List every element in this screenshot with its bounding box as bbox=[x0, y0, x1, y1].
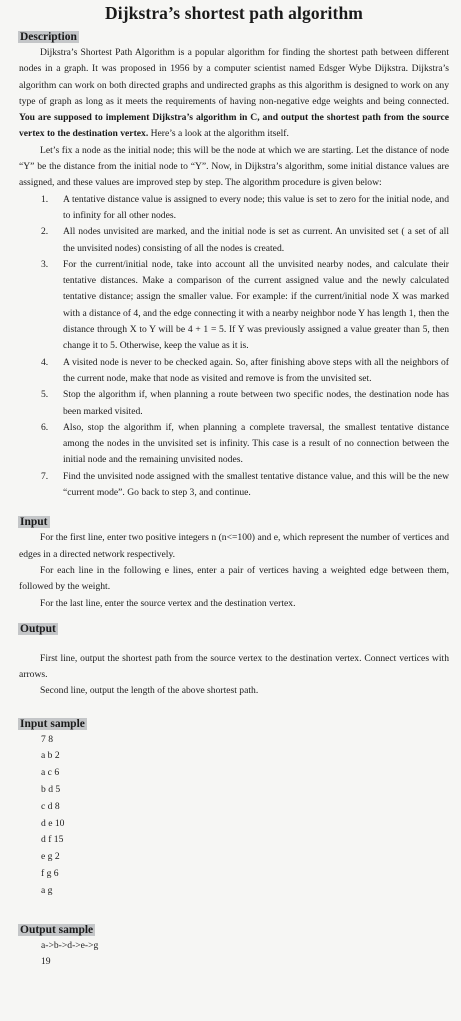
sample-line: a->b->d->e->g bbox=[41, 939, 99, 951]
output-sample-block bbox=[19, 938, 449, 972]
algorithm-step bbox=[19, 257, 449, 355]
page-title: Dijkstra’s shortest path algorithm bbox=[105, 3, 363, 23]
output-sample-heading: Output sample bbox=[20, 923, 94, 936]
sample-line: f g 6 bbox=[41, 868, 59, 880]
sample-line: a g bbox=[41, 884, 53, 896]
description-section bbox=[19, 27, 449, 501]
sample-line: d e 10 bbox=[41, 817, 65, 829]
input-paragraph-1: For the first line, enter two positive integers n (n<=100) and e, which represent the number of vertices and edges in a directed network respectively. bbox=[19, 532, 449, 560]
output-heading: Output bbox=[20, 622, 56, 635]
input-sample-section bbox=[19, 714, 449, 900]
output-section bbox=[19, 619, 449, 700]
input-paragraph-3: For the last line, enter the source vertex and the destination vertex. bbox=[40, 597, 296, 609]
algorithm-step bbox=[19, 420, 449, 469]
step-text: For the current/initial node, take into account all the unvisited nearby nodes, and calculate their tentative distances. Make a comparison of the current assigned value and the newly calculated tentative distance; assign the smaller value. For example: if the current/initial node X was marked with a distance of 4, and the edge connecting it with a nearby neighbor node Y has length 1, then the distance through X to Y will be 4 + 1 = 5. If Y was previously assigned a value greater than 5, then change it to 5. Otherwise, keep the value as it is. bbox=[63, 258, 449, 352]
sample-line: c d 8 bbox=[41, 800, 60, 812]
description-paragraph-1 bbox=[19, 45, 449, 143]
description-paragraph-2: Let’s fix a node as the initial node; this will be the node at which we are starting. Let the distance of node “Y” be the distance from the initial node to “Y”. Now, in Dijkstra’s algorithm, some initial distance values are assigned, and these values are improved step by step. The algorithm procedure is given below: bbox=[19, 144, 449, 189]
step-number: 1. bbox=[41, 193, 49, 205]
step-text: Also, stop the algorithm if, when planning a complete traversal, the smallest tentative distance among the nodes in the unvisited set is infinity. This case is a result of no connection between the initial node and the remaining unvisited nodes. bbox=[63, 421, 449, 466]
input-sample-block bbox=[19, 732, 449, 900]
description-lead-in: Here’s a look at the algorithm itself. bbox=[150, 128, 289, 140]
step-number: 3. bbox=[41, 258, 49, 270]
algorithm-step bbox=[19, 387, 449, 420]
sample-line: 19 bbox=[41, 956, 51, 968]
sample-line: e g 2 bbox=[41, 851, 60, 863]
step-number: 4. bbox=[41, 356, 49, 368]
step-number: 6. bbox=[41, 421, 49, 433]
sample-line: 7 8 bbox=[41, 733, 53, 745]
output-paragraph-2: Second line, output the length of the above shortest path. bbox=[40, 685, 259, 697]
description-intro: Dijkstra’s Shortest Path Algorithm is a popular algorithm for finding the shortest path between different nodes in a graph. It was proposed in 1956 by a computer scientist named Edsger Wybe Dijkstra. Dijkstra’s algorithm can work on both directed graphs and undirected graphs as this algorithm is designed to work on any type of graph as long as it meets the requirements of having non-negative edge weights and being connected. bbox=[19, 47, 449, 107]
step-number: 2. bbox=[41, 226, 49, 238]
algorithm-step bbox=[19, 192, 449, 225]
algorithm-steps-list bbox=[19, 192, 449, 502]
output-sample-section bbox=[19, 920, 449, 972]
input-paragraph-2: For each line in the following e lines, enter a pair of vertices having a weighted edge between them, followed by the weight. bbox=[19, 564, 449, 593]
step-number: 5. bbox=[41, 389, 49, 401]
task-statement: You are supposed to implement Dijkstra’s algorithm in C, and output the shortest path from the source vertex to the destination vertex. bbox=[19, 112, 449, 140]
sample-line: a c 6 bbox=[41, 767, 60, 779]
description-heading: Description bbox=[20, 31, 77, 43]
input-section bbox=[19, 512, 449, 611]
step-text: Stop the algorithm if, when planning a route between two specific nodes, the destination node has been marked visited. bbox=[63, 389, 449, 417]
sample-line: d f 15 bbox=[41, 834, 64, 846]
sample-line: a b 2 bbox=[41, 750, 60, 762]
algorithm-step bbox=[19, 224, 449, 257]
sample-line: b d 5 bbox=[41, 784, 61, 796]
algorithm-step bbox=[19, 469, 449, 502]
step-text: Find the unvisited node assigned with the smallest tentative distance value, and this will be the new “current mode”. Go back to step 3, and continue. bbox=[63, 470, 449, 499]
input-sample-heading: Input sample bbox=[20, 717, 85, 730]
step-text: All nodes unvisited are marked, and the initial node is set as current. An unvisited set ( a set of all the unvisited nodes) consisting of all the nodes is created. bbox=[63, 226, 449, 254]
step-text: A visited node is never to be checked again. So, after finishing above steps with all the neighbors of the current node, make that node as visited and remove is from the unvisited set. bbox=[63, 356, 449, 384]
step-text: A tentative distance value is assigned to every node; this value is set to zero for the initial node, and to infinity for all other nodes. bbox=[63, 193, 449, 221]
step-number: 7. bbox=[41, 470, 49, 482]
input-heading: Input bbox=[20, 516, 48, 529]
output-paragraph-1: First line, output the shortest path from the source vertex to the destination vertex. Connect vertices with arrows. bbox=[19, 652, 449, 681]
algorithm-step bbox=[19, 355, 449, 388]
